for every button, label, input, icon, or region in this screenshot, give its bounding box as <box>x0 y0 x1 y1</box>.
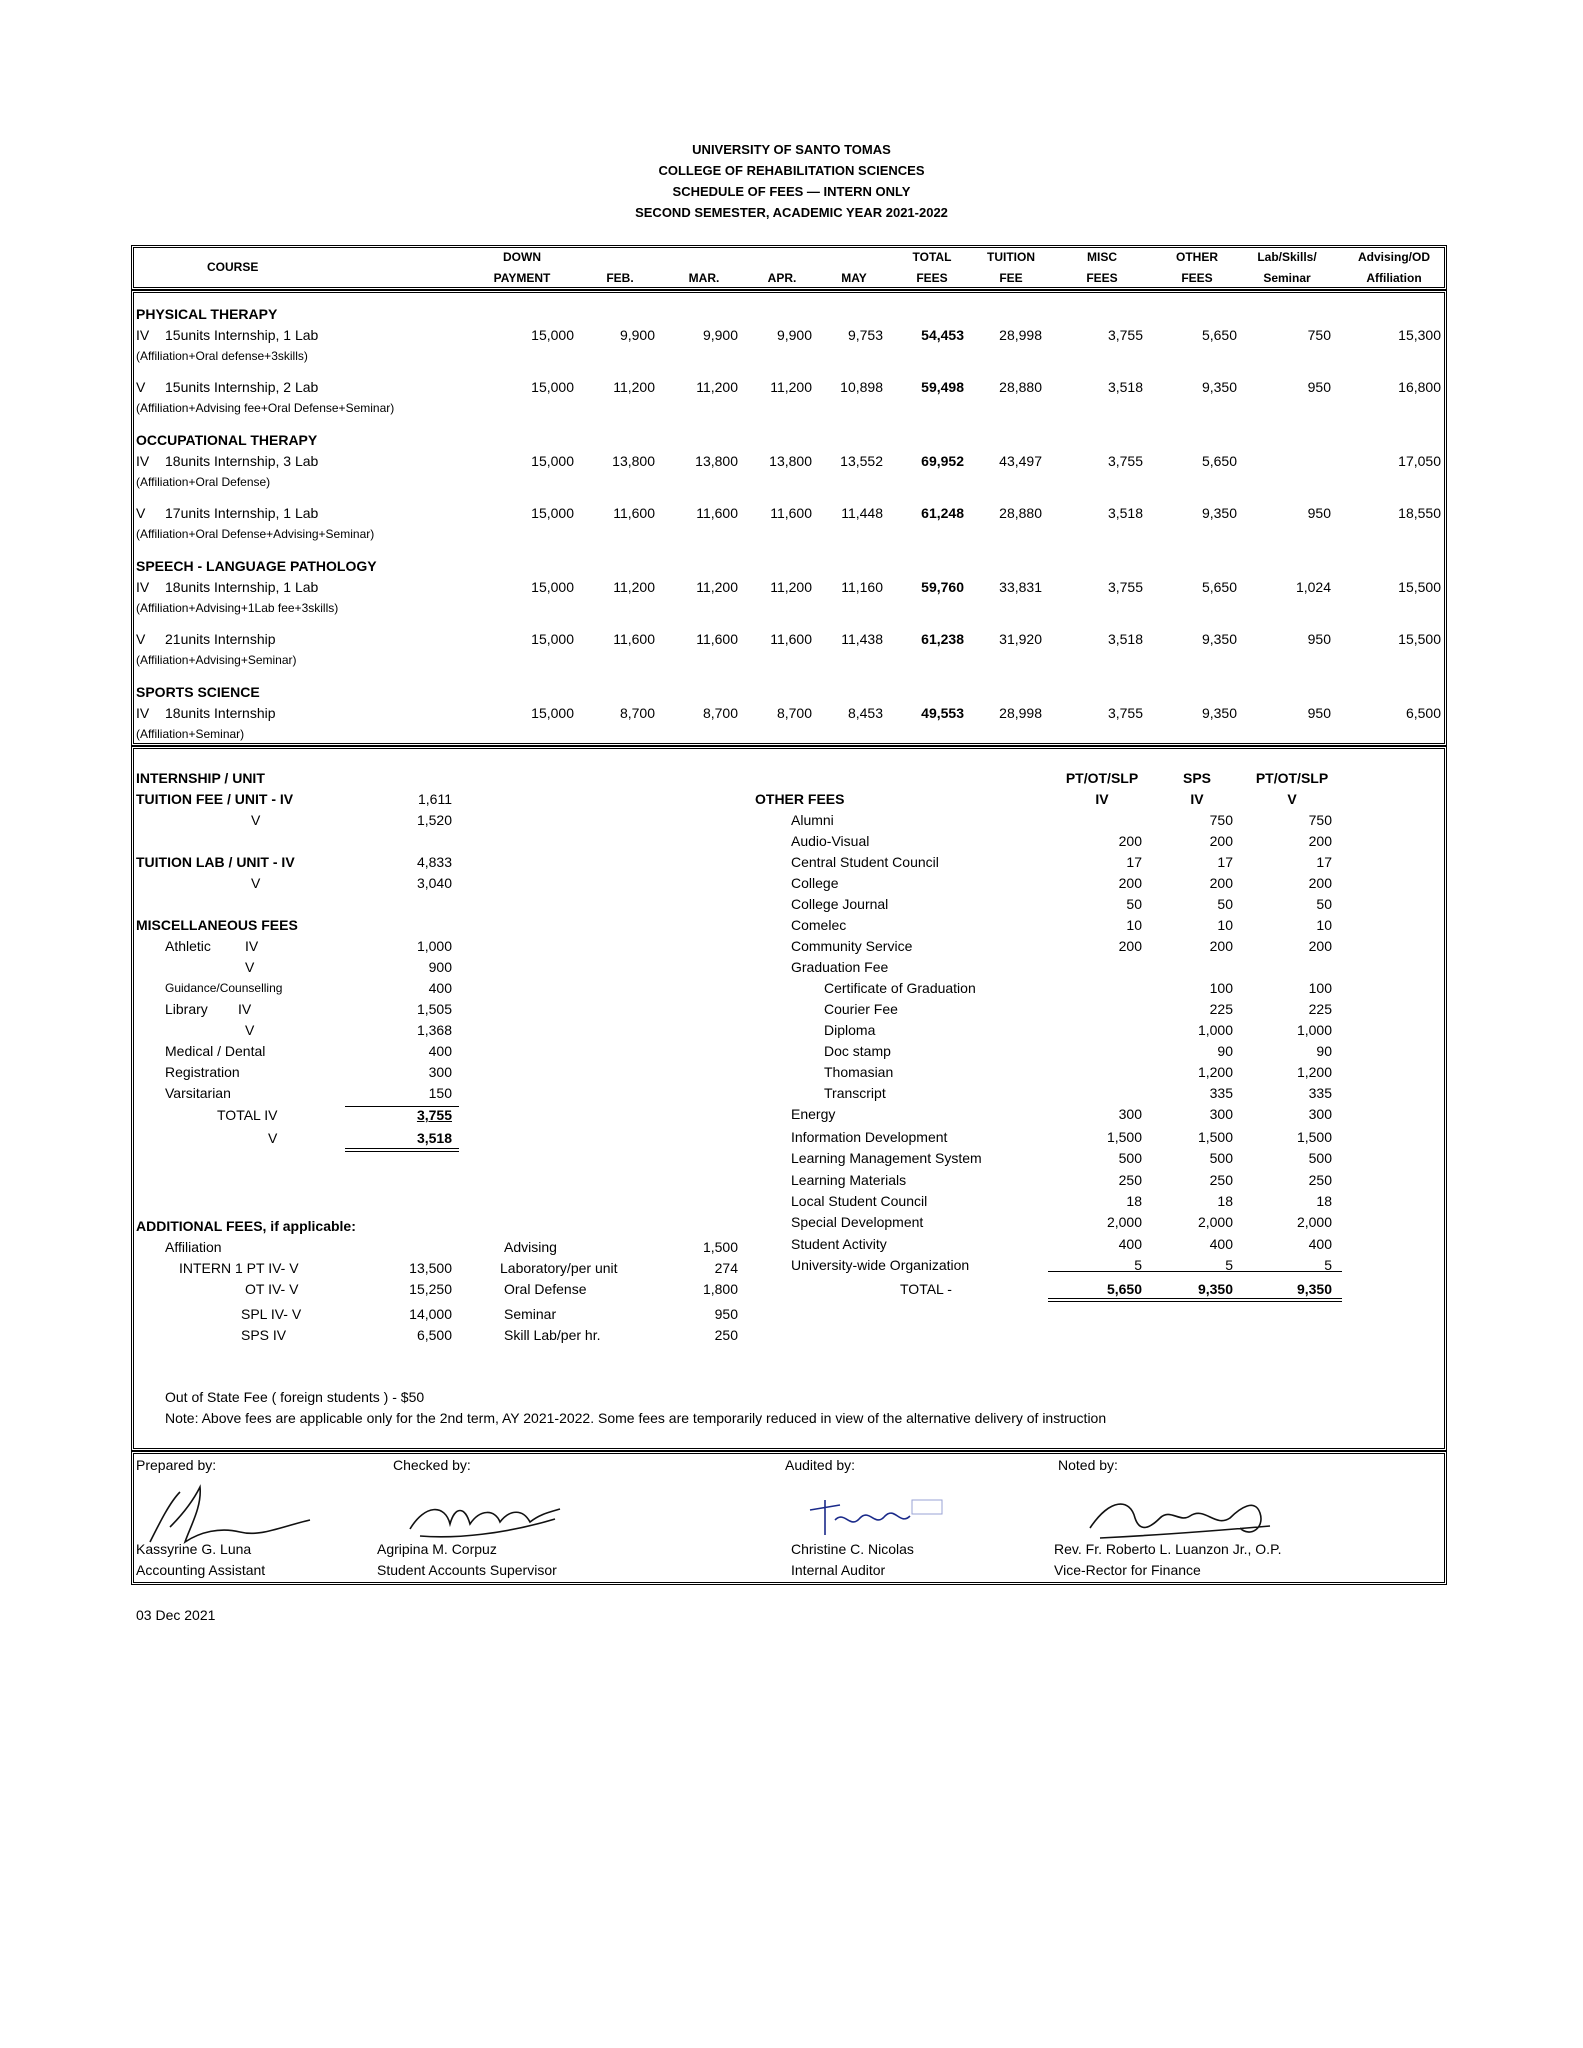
other-fee-value: 5 <box>1134 1257 1142 1273</box>
affiliation-label: Affiliation <box>165 1239 222 1255</box>
row-year: IV <box>136 453 150 469</box>
other-fee-value: 1,500 <box>1197 1129 1233 1145</box>
row-value: 11,160 <box>841 579 883 595</box>
other-fee-value: 200 <box>1209 833 1233 849</box>
row-value: 59,498 <box>921 379 964 395</box>
col-lab-2: Seminar <box>1263 271 1311 285</box>
misc-item-label: Registration <box>165 1064 240 1080</box>
row-note: (Affiliation+Advising fee+Oral Defense+Seminar) <box>136 401 395 415</box>
row-value: 3,755 <box>1107 579 1143 595</box>
row-year: V <box>136 505 146 521</box>
row-note: (Affiliation+Advising+Seminar) <box>136 653 297 667</box>
row-description: 15units Internship, 1 Lab <box>165 327 319 343</box>
row-value: 3,518 <box>1107 505 1143 521</box>
row-note: (Affiliation+Seminar) <box>136 727 245 741</box>
other-fee-value: 750 <box>1308 812 1332 828</box>
misc-total-iv: 3,755 <box>416 1107 452 1123</box>
other-fee-value: 1,500 <box>1296 1129 1332 1145</box>
other-fee-label: Alumni <box>791 812 834 828</box>
additional-heading: ADDITIONAL FEES, if applicable: <box>136 1218 356 1234</box>
row-value: 11,600 <box>770 631 812 647</box>
other-total-label: TOTAL - <box>900 1281 952 1297</box>
title-semester: SECOND SEMESTER, ACADEMIC YEAR 2021-2022 <box>635 205 948 220</box>
other-fee-value: 400 <box>1308 1236 1332 1252</box>
row-value: 9,900 <box>776 327 812 343</box>
row-value: 11,600 <box>696 505 738 521</box>
row-value: 950 <box>1307 705 1331 721</box>
col-adv-2: Affiliation <box>1366 271 1422 285</box>
other-total-double-rule-2 <box>1048 1301 1342 1302</box>
col-other-1: OTHER <box>1176 250 1218 264</box>
row-value: 15,000 <box>531 379 574 395</box>
other-col1-head-b: IV <box>1095 791 1109 807</box>
row-value: 11,200 <box>613 379 655 395</box>
row-value: 950 <box>1307 505 1331 521</box>
noter-name: Rev. Fr. Roberto L. Luanzon Jr., O.P. <box>1054 1541 1282 1557</box>
misc-total-v-label: V <box>268 1130 278 1146</box>
program-name: SPORTS SCIENCE <box>136 684 260 700</box>
other-fee-value: 17 <box>1316 854 1332 870</box>
other-fee-value: 500 <box>1308 1150 1332 1166</box>
signature-nicolas <box>800 1490 950 1540</box>
other-fee-value: 2,000 <box>1296 1214 1332 1230</box>
other-fee-value: 18 <box>1217 1193 1233 1209</box>
other-fee-value: 500 <box>1118 1150 1142 1166</box>
misc-total-double-rule-1 <box>345 1148 459 1149</box>
row-value: 15,500 <box>1398 631 1441 647</box>
other-fee-value: 50 <box>1126 896 1142 912</box>
additional-left-value: 13,500 <box>409 1260 452 1276</box>
other-fee-value: 18 <box>1316 1193 1332 1209</box>
col-tuition-1: TUITION <box>987 250 1035 264</box>
row-value: 13,800 <box>695 453 738 469</box>
other-fee-value: 200 <box>1209 875 1233 891</box>
col-misc-1: MISC <box>1087 250 1117 264</box>
other-fee-value: 100 <box>1308 980 1332 996</box>
other-fee-value: 17 <box>1126 854 1142 870</box>
misc-total-iv-label: TOTAL IV <box>217 1107 278 1123</box>
misc-item-value: 400 <box>428 980 452 996</box>
other-fee-value: 300 <box>1308 1106 1332 1122</box>
row-value: 11,600 <box>696 631 738 647</box>
signature-corpuz <box>405 1494 565 1544</box>
auditor-name: Christine C. Nicolas <box>791 1541 914 1557</box>
tuition-fee-v-label: V <box>251 812 261 828</box>
other-fee-value: 250 <box>1118 1172 1142 1188</box>
additional-right-value: 1,800 <box>702 1281 738 1297</box>
row-note: (Affiliation+Oral Defense) <box>136 475 271 489</box>
other-col3-head-a: PT/OT/SLP <box>1255 770 1329 786</box>
col-other-2: FEES <box>1181 271 1213 285</box>
row-value: 54,453 <box>921 327 964 343</box>
row-description: 18units Internship, 3 Lab <box>165 453 319 469</box>
row-value: 28,880 <box>999 505 1042 521</box>
row-description: 17units Internship, 1 Lab <box>165 505 319 521</box>
other-fee-label: Student Activity <box>791 1236 887 1252</box>
row-value: 59,760 <box>921 579 964 595</box>
audited-by-label: Audited by: <box>785 1457 856 1473</box>
row-value: 15,000 <box>531 705 574 721</box>
title-university: UNIVERSITY OF SANTO TOMAS <box>692 142 891 157</box>
additional-right-label: Seminar <box>504 1306 557 1322</box>
misc-item-value: 1,368 <box>416 1022 452 1038</box>
row-value: 61,238 <box>921 631 964 647</box>
additional-left-label: SPL IV- V <box>241 1306 302 1322</box>
row-value: 13,552 <box>840 453 883 469</box>
other-total-rule <box>1048 1271 1342 1272</box>
misc-item-sub: V <box>245 959 255 975</box>
tuition-lab-v: 3,040 <box>416 875 452 891</box>
row-value: 11,600 <box>613 505 655 521</box>
additional-left-label: INTERN 1 PT IV- V <box>179 1260 299 1276</box>
applicability-note: Note: Above fees are applicable only for the 2nd term, AY 2021-2022. Some fees are temporarily reduced in view of the alternative delivery of instruction <box>165 1410 1107 1426</box>
misc-item-label: Medical / Dental <box>165 1043 266 1059</box>
row-value: 13,800 <box>612 453 655 469</box>
other-fee-value: 225 <box>1209 1001 1233 1017</box>
misc-total-double-rule-2 <box>345 1151 459 1152</box>
fee-breakdown-box <box>131 746 1447 1451</box>
row-value: 5,650 <box>1201 579 1237 595</box>
row-value: 5,650 <box>1201 453 1237 469</box>
row-value: 15,000 <box>531 505 574 521</box>
row-value: 3,518 <box>1107 631 1143 647</box>
other-fee-label: Comelec <box>791 917 847 933</box>
other-fee-value: 200 <box>1118 833 1142 849</box>
other-fee-value: 1,200 <box>1296 1064 1332 1080</box>
other-fee-value: 1,000 <box>1296 1022 1332 1038</box>
other-fee-value: 250 <box>1308 1172 1332 1188</box>
row-value: 11,200 <box>770 579 812 595</box>
misc-item-value: 1,000 <box>416 938 452 954</box>
other-fee-label: Central Student Council <box>791 854 939 870</box>
col-apr: APR. <box>767 271 797 285</box>
row-value: 950 <box>1307 631 1331 647</box>
other-fee-value: 400 <box>1118 1236 1142 1252</box>
other-fee-value: 750 <box>1209 812 1233 828</box>
checked-by-label: Checked by: <box>393 1457 471 1473</box>
additional-left-value: 15,250 <box>409 1281 452 1297</box>
row-value: 9,350 <box>1201 505 1237 521</box>
other-fee-value: 2,000 <box>1197 1214 1233 1230</box>
row-value: 10,898 <box>840 379 883 395</box>
row-year: V <box>136 379 146 395</box>
tuition-fee-v: 1,520 <box>416 812 452 828</box>
row-value: 750 <box>1307 327 1331 343</box>
row-value: 11,600 <box>613 631 655 647</box>
other-fee-label: College <box>791 875 839 891</box>
other-col2-head-b: IV <box>1190 791 1204 807</box>
row-value: 16,800 <box>1398 379 1441 395</box>
other-fee-value: 90 <box>1316 1043 1332 1059</box>
misc-item-value: 900 <box>428 959 452 975</box>
additional-left-label: SPS IV <box>241 1327 287 1343</box>
row-value: 17,050 <box>1398 453 1441 469</box>
row-value: 8,453 <box>847 705 883 721</box>
other-fee-label: Diploma <box>824 1022 876 1038</box>
col-may: MAY <box>841 271 867 285</box>
row-value: 6,500 <box>1405 705 1441 721</box>
other-fee-label: Information Development <box>791 1129 948 1145</box>
row-value: 3,755 <box>1107 705 1143 721</box>
row-year: IV <box>136 705 150 721</box>
row-value: 11,200 <box>696 379 738 395</box>
other-fee-label: University-wide Organization <box>791 1257 970 1273</box>
row-value: 3,755 <box>1107 327 1143 343</box>
other-fee-label: Local Student Council <box>791 1193 928 1209</box>
other-fee-value: 200 <box>1209 938 1233 954</box>
misc-item-sub: IV <box>245 938 259 954</box>
additional-right-label: Laboratory/per unit <box>500 1260 618 1276</box>
row-description: 18units Internship <box>165 705 276 721</box>
program-name: PHYSICAL THERAPY <box>136 306 278 322</box>
checker-title: Student Accounts Supervisor <box>377 1562 557 1578</box>
other-col1-head-a: PT/OT/SLP <box>1065 770 1139 786</box>
other-fee-value: 50 <box>1316 896 1332 912</box>
misc-item-sub: IV <box>238 1001 252 1017</box>
misc-item-label: Athletic <box>165 938 211 954</box>
row-value: 13,800 <box>769 453 812 469</box>
row-note: (Affiliation+Oral defense+3skills) <box>136 349 308 363</box>
checker-name: Agripina M. Corpuz <box>377 1541 497 1557</box>
other-fee-value: 200 <box>1118 875 1142 891</box>
other-fee-value: 200 <box>1308 833 1332 849</box>
row-value: 15,000 <box>531 631 574 647</box>
misc-item-label: Library <box>165 1001 208 1017</box>
title-college: COLLEGE OF REHABILITATION SCIENCES <box>658 163 925 178</box>
other-fee-label: Certificate of Graduation <box>824 980 976 996</box>
misc-item-sub: V <box>245 1022 255 1038</box>
signature-luanzon <box>1080 1488 1280 1548</box>
other-fee-value: 225 <box>1308 1001 1332 1017</box>
col-total-1: TOTAL <box>912 250 952 264</box>
preparer-name: Kassyrine G. Luna <box>136 1541 252 1557</box>
row-value: 18,550 <box>1398 505 1441 521</box>
other-fees-heading: OTHER FEES <box>755 791 845 807</box>
additional-right-label: Advising <box>504 1239 557 1255</box>
prepared-by-label: Prepared by: <box>136 1457 217 1473</box>
row-note: (Affiliation+Advising+1Lab fee+3skills) <box>136 601 339 615</box>
additional-right-value: 1,500 <box>702 1239 738 1255</box>
other-fee-value: 500 <box>1209 1150 1233 1166</box>
row-value: 11,200 <box>613 579 655 595</box>
other-total-col1: 5,650 <box>1106 1281 1142 1297</box>
col-down-2: PAYMENT <box>493 271 551 285</box>
auditor-title: Internal Auditor <box>791 1562 886 1578</box>
other-fee-label: Learning Materials <box>791 1172 907 1188</box>
tuition-lab-iv: 4,833 <box>416 854 452 870</box>
other-total-col2: 9,350 <box>1197 1281 1233 1297</box>
additional-right-value: 250 <box>714 1327 738 1343</box>
row-value: 8,700 <box>776 705 812 721</box>
misc-item-value: 150 <box>428 1085 452 1101</box>
row-value: 33,831 <box>999 579 1042 595</box>
tuition-fee-iv: 1,611 <box>418 791 452 807</box>
row-value: 8,700 <box>702 705 738 721</box>
other-fee-label: Audio-Visual <box>791 833 870 849</box>
other-fee-value: 18 <box>1126 1193 1142 1209</box>
row-value: 11,448 <box>841 505 883 521</box>
other-fee-value: 335 <box>1308 1085 1332 1101</box>
other-col3-head-b: V <box>1287 791 1297 807</box>
other-fee-value: 5 <box>1324 1257 1332 1273</box>
other-total-double-rule-1 <box>1048 1298 1342 1299</box>
other-fee-label: Energy <box>791 1106 836 1122</box>
other-fee-value: 50 <box>1217 896 1233 912</box>
row-value: 5,650 <box>1201 327 1237 343</box>
row-value: 11,200 <box>770 379 812 395</box>
misc-item-value: 400 <box>428 1043 452 1059</box>
program-name: SPEECH - LANGUAGE PATHOLOGY <box>136 558 377 574</box>
col-adv-1: Advising/OD <box>1357 250 1430 264</box>
tuition-fee-label: TUITION FEE / UNIT - IV <box>136 791 294 807</box>
row-description: 18units Internship, 1 Lab <box>165 579 319 595</box>
row-value: 9,900 <box>619 327 655 343</box>
misc-heading: MISCELLANEOUS FEES <box>136 917 298 933</box>
other-fee-label: College Journal <box>791 896 889 912</box>
row-value: 15,000 <box>531 579 574 595</box>
other-fee-value: 100 <box>1209 980 1233 996</box>
col-mar: MAR. <box>688 271 720 285</box>
other-fee-value: 90 <box>1217 1043 1233 1059</box>
additional-left-label: OT IV- V <box>245 1281 299 1297</box>
additional-right-value: 950 <box>714 1306 738 1322</box>
misc-item-label: Varsitarian <box>165 1085 231 1101</box>
row-value: 8,700 <box>619 705 655 721</box>
row-description: 15units Internship, 2 Lab <box>165 379 319 395</box>
row-value: 28,998 <box>999 327 1042 343</box>
other-fee-label: Graduation Fee <box>791 959 889 975</box>
additional-right-value: 274 <box>714 1260 738 1276</box>
other-fee-value: 5 <box>1225 1257 1233 1273</box>
preparer-title: Accounting Assistant <box>136 1562 266 1578</box>
row-value: 950 <box>1307 379 1331 395</box>
misc-total-v: 3,518 <box>416 1130 452 1146</box>
additional-left-value: 14,000 <box>409 1306 452 1322</box>
row-value: 9,350 <box>1201 631 1237 647</box>
row-year: IV <box>136 579 150 595</box>
col-misc-2: FEES <box>1086 271 1118 285</box>
other-fee-value: 17 <box>1217 854 1233 870</box>
misc-item-label: Guidance/Counselling <box>165 981 283 995</box>
other-fee-value: 10 <box>1316 917 1332 933</box>
tuition-lab-v-label: V <box>251 875 261 891</box>
other-fee-value: 200 <box>1308 938 1332 954</box>
other-fee-label: Courier Fee <box>824 1001 898 1017</box>
row-value: 9,900 <box>702 327 738 343</box>
row-value: 28,998 <box>999 705 1042 721</box>
other-fee-value: 200 <box>1118 938 1142 954</box>
row-value: 43,497 <box>999 453 1042 469</box>
misc-item-value: 300 <box>428 1064 452 1080</box>
internship-heading: INTERNSHIP / UNIT <box>136 770 265 786</box>
row-value: 3,755 <box>1107 453 1143 469</box>
additional-left-value: 6,500 <box>416 1327 452 1343</box>
row-value: 9,350 <box>1201 379 1237 395</box>
row-year: V <box>136 631 146 647</box>
additional-right-label: Oral Defense <box>504 1281 587 1297</box>
row-year: IV <box>136 327 150 343</box>
row-value: 1,024 <box>1295 579 1331 595</box>
misc-item-value: 1,505 <box>416 1001 452 1017</box>
other-fee-label: Learning Management System <box>791 1150 982 1166</box>
other-fee-label: Thomasian <box>824 1064 894 1080</box>
tuition-lab-label: TUITION LAB / UNIT - IV <box>136 854 295 870</box>
row-value: 11,200 <box>696 579 738 595</box>
row-value: 9,350 <box>1201 705 1237 721</box>
other-fee-value: 300 <box>1209 1106 1233 1122</box>
row-description: 21units Internship <box>165 631 276 647</box>
other-fee-value: 10 <box>1217 917 1233 933</box>
row-value: 15,300 <box>1398 327 1441 343</box>
col-feb: FEB. <box>606 271 634 285</box>
other-fee-value: 300 <box>1118 1106 1142 1122</box>
col-course: COURSE <box>207 260 259 274</box>
other-fee-value: 1,500 <box>1106 1129 1142 1145</box>
row-value: 15,000 <box>531 453 574 469</box>
col-total-2: FEES <box>916 271 948 285</box>
col-lab-1: Lab/Skills/ <box>1257 250 1317 264</box>
row-value: 49,553 <box>921 705 964 721</box>
other-fee-value: 10 <box>1126 917 1142 933</box>
row-value: 69,952 <box>921 453 964 469</box>
row-value: 31,920 <box>999 631 1042 647</box>
noted-by-label: Noted by: <box>1058 1457 1118 1473</box>
program-name: OCCUPATIONAL THERAPY <box>136 432 318 448</box>
other-fee-label: Doc stamp <box>824 1043 891 1059</box>
row-note: (Affiliation+Oral Defense+Advising+Seminar) <box>136 527 375 541</box>
out-of-state-note: Out of State Fee ( foreign students ) - $50 <box>165 1389 425 1405</box>
other-total-col3: 9,350 <box>1296 1281 1332 1297</box>
row-value: 28,880 <box>999 379 1042 395</box>
row-value: 11,600 <box>770 505 812 521</box>
other-fee-label: Transcript <box>824 1085 886 1101</box>
other-fee-value: 1,200 <box>1197 1064 1233 1080</box>
row-value: 9,753 <box>847 327 883 343</box>
other-col2-head-a: SPS <box>1182 770 1211 786</box>
document-date: 03 Dec 2021 <box>136 1607 216 1623</box>
row-value: 15,500 <box>1398 579 1441 595</box>
other-fee-value: 335 <box>1209 1085 1233 1101</box>
additional-right-label: Skill Lab/per hr. <box>504 1327 601 1343</box>
col-down-1: DOWN <box>503 250 541 264</box>
col-tuition-2: FEE <box>999 271 1023 285</box>
other-fee-value: 400 <box>1209 1236 1233 1252</box>
other-fee-value: 250 <box>1209 1172 1233 1188</box>
noter-title: Vice-Rector for Finance <box>1054 1562 1201 1578</box>
other-fee-value: 2,000 <box>1106 1214 1142 1230</box>
title-schedule: SCHEDULE OF FEES — INTERN ONLY <box>672 184 911 199</box>
row-value: 15,000 <box>531 327 574 343</box>
other-fee-label: Community Service <box>791 938 913 954</box>
row-value: 11,438 <box>841 631 883 647</box>
row-value: 3,518 <box>1107 379 1143 395</box>
other-fee-value: 200 <box>1308 875 1332 891</box>
row-value: 61,248 <box>921 505 964 521</box>
other-fee-label: Special Development <box>791 1214 924 1230</box>
other-fee-value: 1,000 <box>1197 1022 1233 1038</box>
